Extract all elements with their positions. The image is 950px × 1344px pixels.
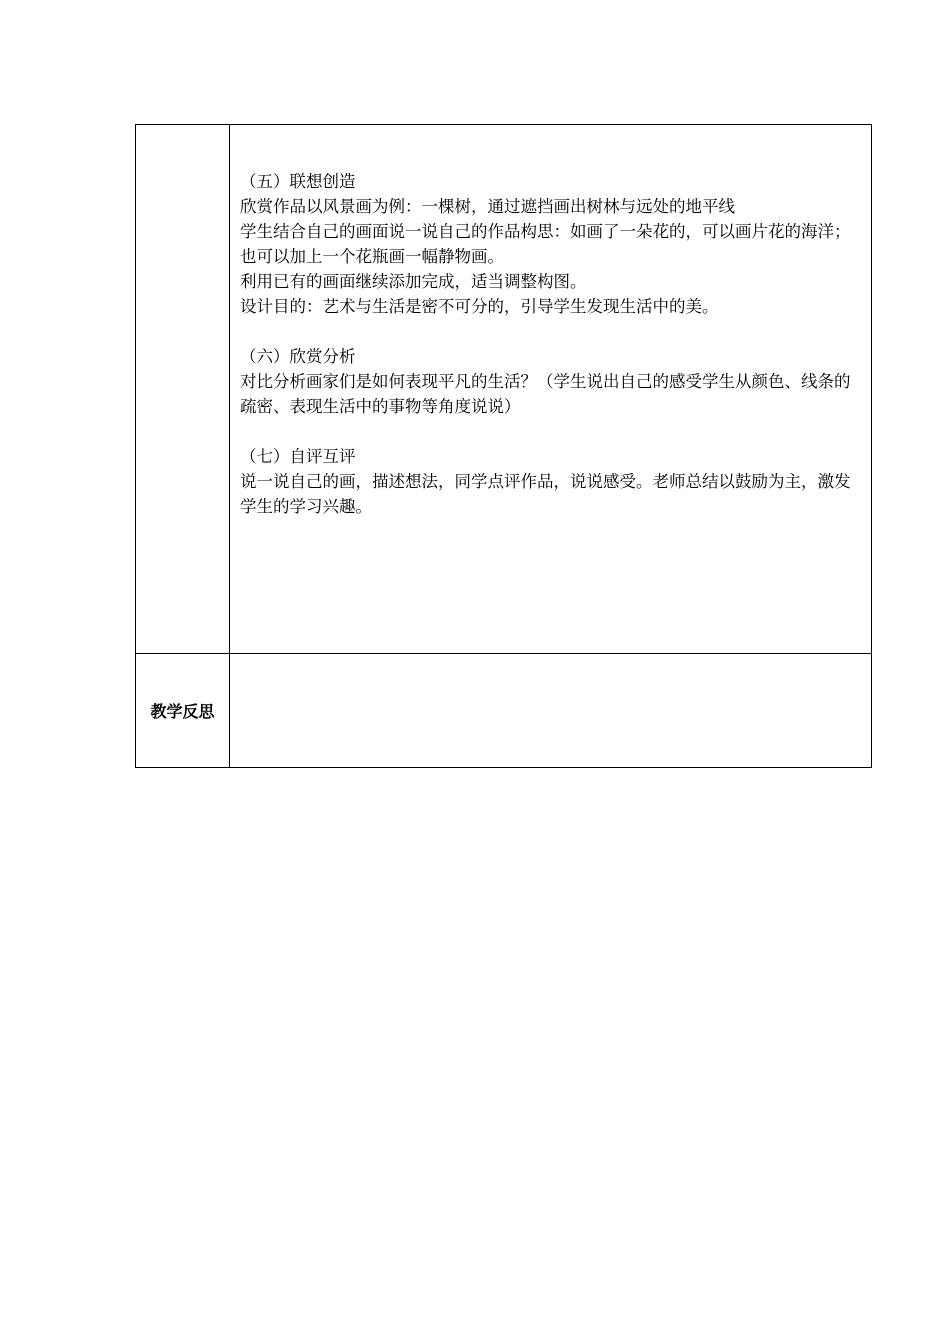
section-spacer (240, 419, 865, 444)
section-line: 利用已有的画面继续添加完成，适当调整构图。 (240, 272, 587, 291)
section-line: 学生结合自己的画面说一说自己的作品构思：如画了一朵花的，可以画片花的海洋；也可以加上一个花瓶画一幅静物画。 (240, 222, 851, 266)
reflection-label: 教学反思 (136, 654, 230, 768)
section-spacer (240, 319, 865, 344)
reflection-content-cell (230, 654, 872, 768)
section-line: 说一说自己的画，描述想法，同学点评作品，说说感受。老师总结以鼓励为主，激发学生的学习兴趣。 (240, 472, 851, 516)
section-line: 对比分析画家们是如何表现平凡的生活？（学生说出自己的感受学生从颜色、线条的疏密、表现生活中的事物等角度说说） (240, 372, 851, 416)
teaching-reflection-row (136, 654, 872, 768)
section-heading: （五）联想创造 (240, 172, 356, 191)
section-line: 设计目的：艺术与生活是密不可分的，引导学生发现生活中的美。 (240, 297, 719, 316)
section-heading: （六）欣赏分析 (240, 347, 356, 366)
lesson-plan-table (135, 124, 872, 768)
process-content-cell (230, 125, 872, 654)
process-label-cell (136, 125, 230, 654)
section-heading: （七）自评互评 (240, 447, 356, 466)
teaching-process-row (136, 125, 872, 654)
section-line: 欣赏作品以风景画为例：一棵树，通过遮挡画出树林与远处的地平线 (240, 197, 735, 216)
